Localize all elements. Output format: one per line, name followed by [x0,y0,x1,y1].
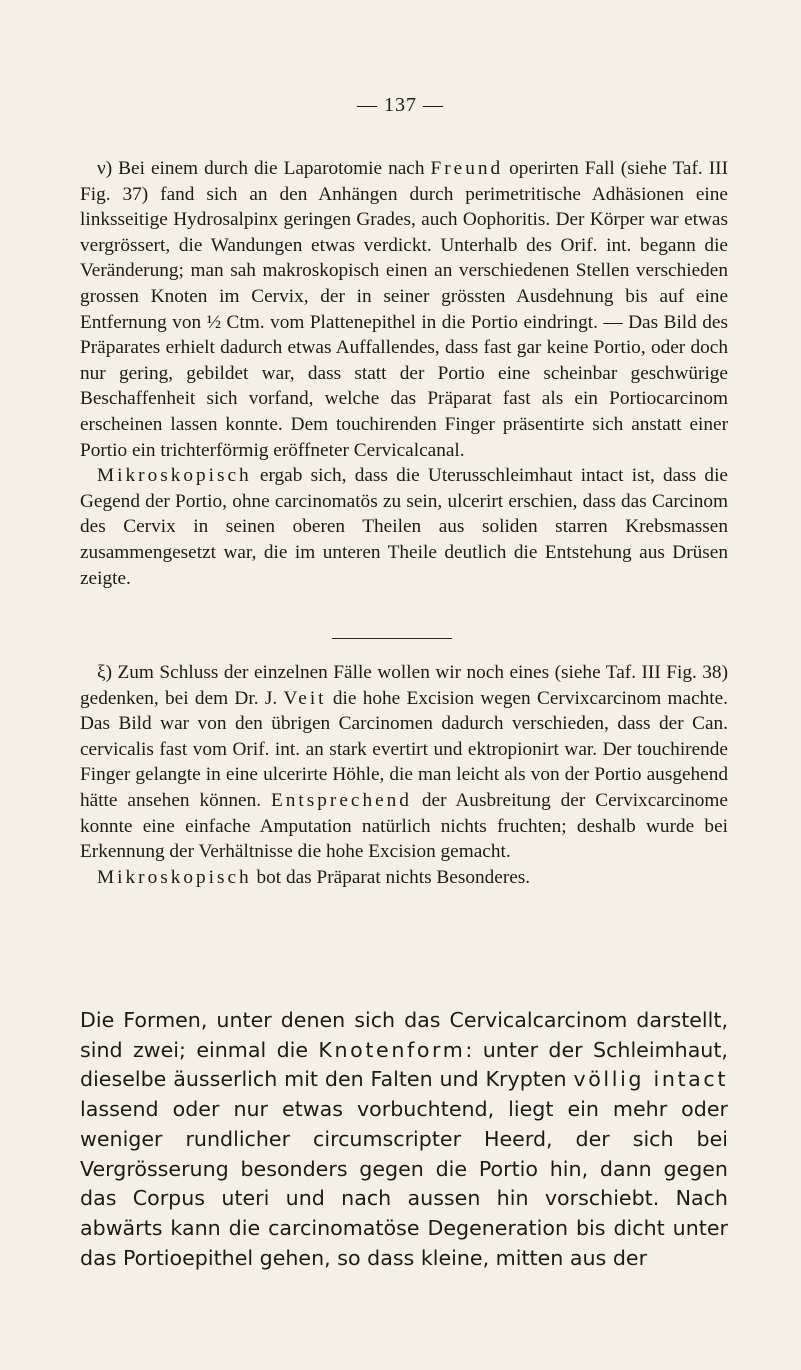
text-run: : unter der Schleimhaut, dieselbe äusserlich mit den Falten und Krypten [80,1037,728,1092]
emphasis-mikroskopisch: Mikroskopisch [97,866,252,888]
case-xi-section [80,660,728,890]
text-run: ergab sich, dass die Uterusschleimhaut intact ist, dass die Gegend der Portio, ohne carcinomatös zu sein, ulcerirt erschien, dass das Carcinom des Cervix in seinen oberen Theilen aus soliden starren Krebsmassen zusammengesetzt war, die im unteren Theile deutlich die Entstehung aus Drüsen zeigte. [80,465,728,589]
author-name-freund: Freund [430,158,504,179]
summary-paragraph [80,1006,728,1273]
section-divider [332,638,452,639]
emphasis-knotenform: Knotenform [318,1037,466,1062]
text-run: ν) Bei einem durch die Laparotomie nach [97,158,431,179]
emphasis-mikroskopisch: Mikroskopisch [97,465,252,487]
text-run: die hohe Excision wegen Cervixcarcinom machte. Das Bild war von den übrigen Carcinomen dadurch verschieden, dass der Can. cervicalis fast vom Orif. int. an stark evertirt und ektropionirt war. Der touchirende Finger gelangte in eine ulcerirte Höhle, die man leicht als von der Portio ausgehend hätte ansehen können. [80,687,728,811]
summary-section [80,1006,728,1273]
text-run: Die Formen, unter denen sich das Cervicalcarcinom darstellt, sind zwei; einmal die [80,1008,728,1062]
text-run: bot das Präparat nichts Besonderes. [251,866,531,888]
case-xi-paragraph [80,660,728,865]
text-run: ξ) Zum Schluss der einzelnen Fälle wollen wir noch eines (siehe Taf. III Fig. 38) gedenken, bei dem Dr. J. [80,662,728,709]
case-nu-microscopic-paragraph [80,463,728,591]
case-xi-microscopic-paragraph [80,865,728,891]
text-run: operirten Fall (siehe Taf. III Fig. 37) fand sich an den Anhängen durch perimetritische Adhäsionen eine linksseitige Hydrosalpinx geringen Grades, auch Oophoritis. Der Körper war etwas vergrössert, die Wandungen etwas verdickt. Unterhalb des Orif. int. begann die Veränderung; man sah makroskopisch einen an verschiedenen Stellen verschieden grossen Knoten im Cervix, der in seiner grössten Ausdehnung bis auf eine Entfernung von ½ Ctm. vom Plattenepithel in die Portio eindringt. — Das Bild des Präparates erhielt dadurch etwas Auffallendes, dass fast gar keine Portio, oder doch nur gering, gebildet war, dass statt der Portio eine scheinbar geschwürige Beschaffenheit sich vorfand, welche das Präparat fast als ein Portiocarcinom erscheinen lassen konnte. Dem touchirenden Finger präsentirte sich anstatt einer Portio ein trichterförmig eröffneter Cervicalcanal. [80,158,728,461]
emphasis-entsprechend: Entsprechend [271,789,412,811]
text-run: lassend oder nur etwas vorbuchtend, liegt ein mehr oder weniger rundlicher circumscripter Heerd, der sich bei Vergrösserung besonders gegen die Portio hin, dann gegen das Corpus uteri und nach aussen hin vorschiebt. Nach abwärts kann die carcinomatöse Degeneration bis dicht unter das Portioepithel gehen, so dass kleine, mitten aus der [80,1097,728,1270]
case-nu-section [80,156,728,591]
author-name-veit: Veit [283,687,327,709]
case-nu-paragraph [80,156,728,463]
page-number: — 137 — [357,94,444,116]
emphasis-voellig-intact: völlig intact [573,1067,728,1092]
text-run: der Ausbreitung der Cervixcarcinome konnte eine einfache Amputation natürlich nichts fruchten; deshalb wurde bei Erkennung der Verhältnisse die hohe Excision gemacht. [80,789,728,863]
